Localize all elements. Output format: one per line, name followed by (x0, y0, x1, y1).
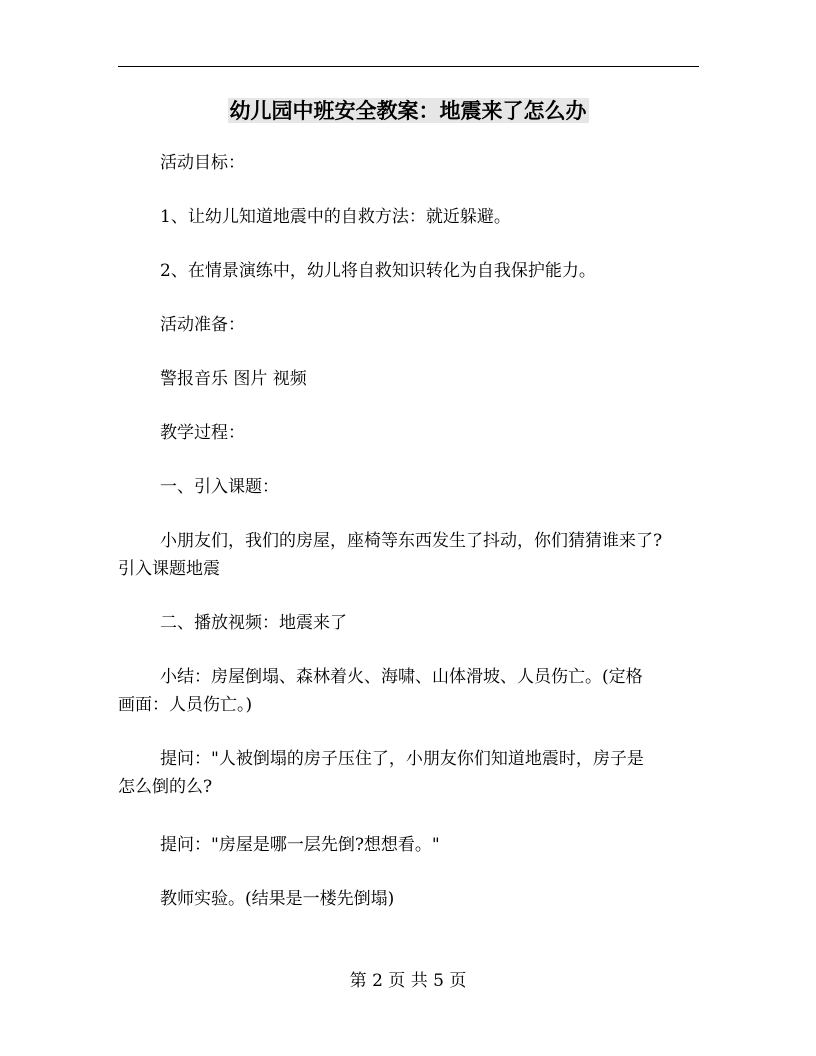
paragraph-continuation: 引入课题地震 (118, 559, 220, 579)
document-title: 幼儿园中班安全教案：地震来了怎么办 (229, 98, 587, 123)
paragraph: 1、让幼儿知道地震中的自救方法：就近躲避。 (160, 207, 511, 227)
paragraph-continuation: 画面：人员伤亡。) (118, 695, 253, 715)
header-rule (118, 66, 699, 67)
paragraph: 提问："人被倒塌的房子压住了，小朋友你们知道地震时，房子是 (160, 749, 644, 769)
paragraph: 警报音乐 图片 视频 (160, 369, 307, 389)
paragraph: 提问："房屋是哪一层先倒?想想看。" (160, 835, 440, 855)
paragraph: 教学过程： (160, 423, 245, 443)
paragraph: 小朋友们，我们的房屋，座椅等东西发生了抖动，你们猜猜谁来了? (160, 531, 663, 551)
paragraph: 教师实验。(结果是一楼先倒塌) (160, 889, 395, 909)
paragraph: 小结：房屋倒塌、森林着火、海啸、山体滑坡、人员伤亡。(定格 (160, 667, 643, 687)
paragraph: 活动准备： (160, 315, 245, 335)
paragraph: 一、引入课题： (160, 477, 279, 497)
paragraph: 活动目标： (160, 153, 245, 173)
paragraph: 二、播放视频：地震来了 (160, 613, 347, 633)
paragraph-continuation: 怎么倒的么? (118, 777, 213, 797)
page-footer: 第 2 页 共 5 页 (349, 971, 467, 991)
paragraph: 2、在情景演练中，幼儿将自救知识转化为自我保护能力。 (160, 261, 596, 281)
